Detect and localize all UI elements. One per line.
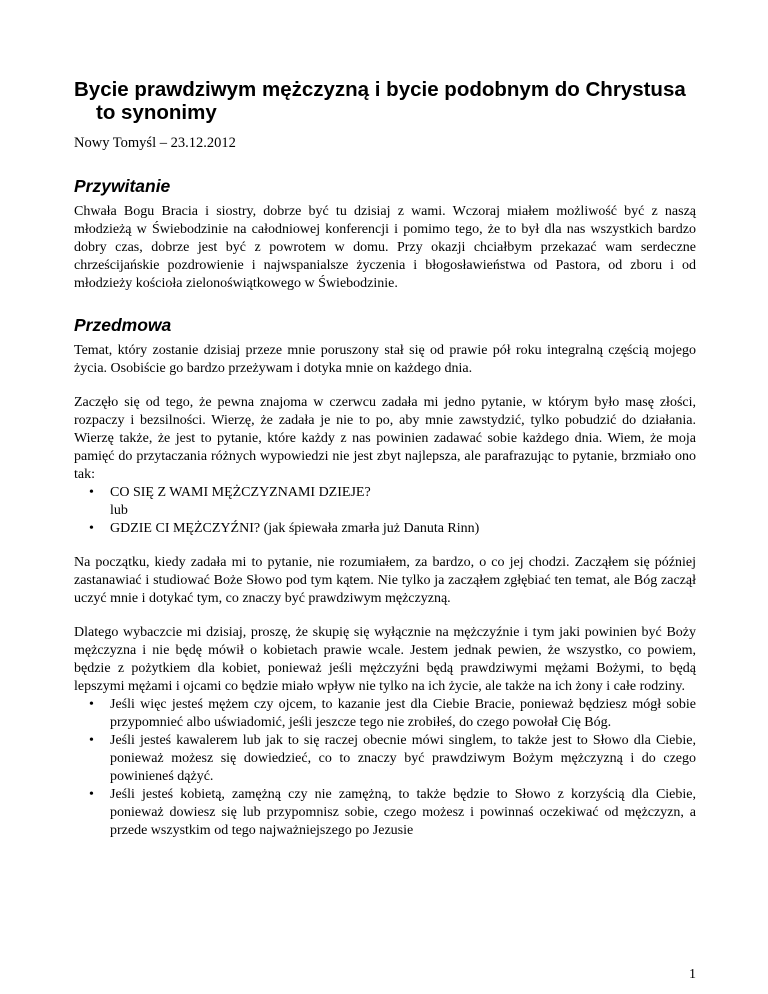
- list-item-text: GDZIE CI MĘŻCZYŹNI? (jak śpiewała zmarła już Danuta Rinn): [110, 521, 480, 536]
- section-heading-przywitanie: Przywitanie: [74, 176, 171, 196]
- section-heading-przedmowa: Przedmowa: [74, 315, 172, 335]
- audience-list: [74, 696, 696, 840]
- list-item: [74, 732, 696, 786]
- bullet-icon: •: [89, 485, 94, 500]
- paragraph: Na początku, kiedy zadała mi to pytanie, nie rozumiałem, za bardzo, o co jej chodzi. Zacząłem się później zastanawiać i studiować Boże Słowo pod tym kątem. Nie tylko ja zacząłem zgłębiać ten temat, ale Bóg zaczął uczyć mnie i dotykać tym, co znaczy być prawdziwym mężczyzną.: [74, 555, 696, 606]
- paragraph: Zaczęło się od tego, że pewna znajoma w czerwcu zadała mi jedno pytanie, w którym było masę złości, rozpaczy i bezsilności. Wierzę, że zadała je nie to po, aby mnie zawstydzić, tylko pobudzić do działania. Wierzę także, że jest to pytanie, które każdy z nas powinien zadawać sobie każdego dnia. Wiem, że moja pamięć do przytaczania różnych wypowiedzi nie jest zbyt najlepsza, ale parafrazując to pytanie, brzmiało ono tak:: [74, 395, 696, 482]
- list-item-text: Jeśli więc jesteś mężem czy ojcem, to kazanie jest dla Ciebie Bracie, ponieważ będziesz mógł sobie przypomnieć albo uświadomić, jeśli jeszcze tego nie zrobiłeś, do czego powołał Cię Bóg.: [110, 697, 696, 730]
- bullet-icon: •: [89, 787, 94, 802]
- list-item: [74, 786, 696, 840]
- question-list: [74, 484, 696, 538]
- bullet-icon: •: [89, 733, 94, 748]
- list-item-text: CO SIĘ Z WAMI MĘŻCZYZNAMI DZIEJE?: [110, 485, 371, 500]
- bullet-icon: •: [89, 521, 94, 536]
- list-item-text: Jeśli jesteś kobietą, zamężną czy nie zamężną, to także będzie to Słowo z korzyścią dla Ciebie, ponieważ dowiesz się lub przypomnisz sobie, czego możesz i powinnaś oczekiwać od mężczyzn, a przede wszystkim od tego najważniejszego po Jezusie: [110, 787, 696, 838]
- bullet-icon: •: [89, 697, 94, 712]
- paragraph: Temat, który zostanie dzisiaj przeze mnie poruszony stał się od prawie pół roku integralną częścią mojego życia. Osobiście go bardzo przeżywam i dotyka mnie on każdego dnia.: [74, 343, 696, 376]
- paragraph: Dlatego wybaczcie mi dzisiaj, proszę, że skupię się wyłącznie na mężczyźnie i tym jaki powinien być Boży mężczyzna i nie będę mówił o kobietach prawie wcale. Jestem jednak pewien, że wszystko, co powiem, będzie z pożytkiem dla kobiet, ponieważ jeśli mężczyźni będą prawdziwymi mężami Bożymi, to będą lepszymi mężami i ojcami co będzie miało wpływ nie tylko na ich życie, ale także na ich żony i całe rodziny.: [74, 625, 696, 694]
- document-title: Bycie prawdziwym mężczyzną i bycie podobnym do Chrystusa to synonimy: [74, 78, 686, 124]
- list-item: [74, 520, 696, 538]
- list-item-text: lub: [110, 503, 128, 518]
- list-item: [74, 484, 696, 502]
- list-item: [74, 502, 696, 520]
- list-item-text: Jeśli jesteś kawalerem lub jak to się raczej obecnie mówi singlem, to także jest to Słowo dla Ciebie, ponieważ możesz się dowiedzieć, co to znaczy być prawdziwym Bożym mężczyzną i do czego powinieneś dążyć.: [110, 733, 696, 784]
- page-number: 1: [689, 967, 696, 982]
- document-page: [74, 78, 696, 840]
- paragraph: Chwała Bogu Bracia i siostry, dobrze być tu dzisiaj z wami. Wczoraj miałem możliwość być z naszą młodzieżą w Świebodzinie na całodniowej konferencji i pomimo tego, że to był dla nas wszystkich bardzo dobry czas, dobrze jest być z powrotem w domu. Przy okazji chciałbym przekazać wam serdeczne chrześcijańskie pozdrowienie i najwspanialsze życzenia i błogosławieństwa od Pastora, od zboru i od młodzieży kościoła zielonoświątkowego w Świebodzinie.: [74, 204, 696, 291]
- list-item: [74, 696, 696, 732]
- document-subtitle: Nowy Tomyśl – 23.12.2012: [74, 135, 236, 151]
